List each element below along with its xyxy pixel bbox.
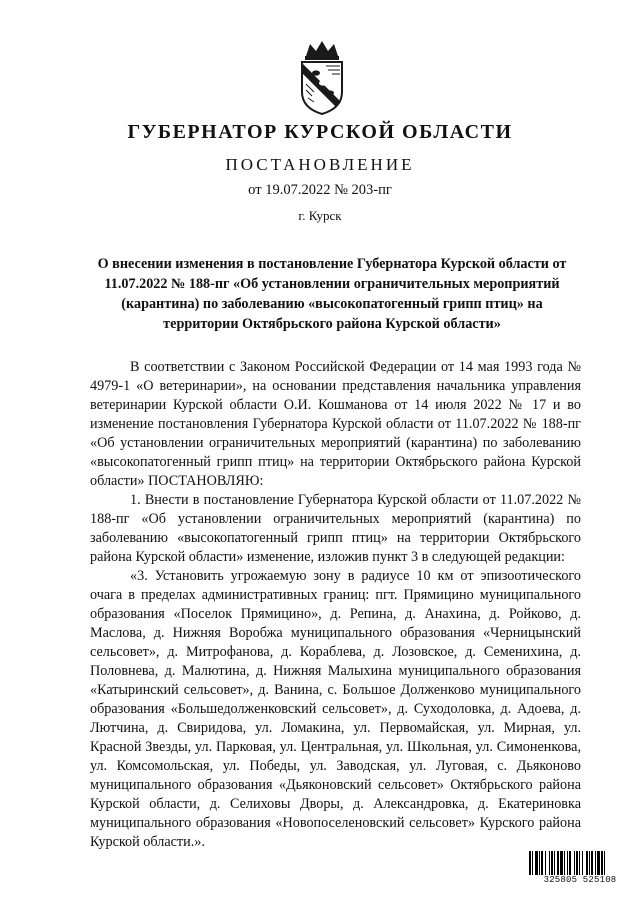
document-type: ПОСТАНОВЛЕНИЕ <box>225 155 415 174</box>
barcode <box>528 851 632 887</box>
preamble-paragraph: В соответствии с Законом Российской Федерации от 14 мая 1993 года № 4979-1 «О ветеринарии», на основании представления начальника управления ветеринарии Курской области О.И. Кошманова от 14 июля 2022 № 17 и во изменение постановления Губернатора Курской области от 11.07.2022 № 188-пг «Об установлении ограничительных мероприятий (карантина) по заболеванию «высокопатогенный грипп птиц» на территории Октябрьского района Курской области» ПОСТАНОВЛЯЮ: <box>90 359 581 489</box>
document-date-number: от 19.07.2022 № 203-пг <box>248 182 392 198</box>
issuing-authority: ГУБЕРНАТОР КУРСКОЙ ОБЛАСТИ <box>127 121 513 143</box>
clause-1-paragraph: 1. Внести в постановление Губернатора Курской области от 11.07.2022 № 188-пг «Об установлении ограничительных мероприятий (карантина) по заболеванию «высокопатогенный грипп птиц» на территории Октябрьского района Курской области» изменение, изложив пункт 3 в следующей редакции: <box>90 492 581 565</box>
barcode-icon <box>528 851 632 875</box>
document-place: г. Курск <box>298 208 342 223</box>
document-body <box>90 358 581 852</box>
document-heading: О внесении изменения в постановление Губернатора Курской области от 11.07.2022 № 188-пг «Об установлении ограничительных мероприятий (карантина) по заболеванию «высокопатогенный грипп птиц» на территории Октябрьского района Курской области» <box>97 256 567 332</box>
coat-of-arms-icon <box>296 40 348 116</box>
barcode-number: 325805 525108 <box>543 875 617 885</box>
clause-3-amendment-paragraph: «3. Установить угрожаемую зону в радиусе 10 км от эпизоотического очага в пределах административных границ: пгт. Прямицино муниципального образования «Поселок Прямицино», д. Репина, д. Анахина, д. Ройково, д. Маслова, д. Нижняя Воробжа муниципального образования «Черницынский сельсовет», д. Митрофанова, д. Кораблева, д. Лозовское, д. Семенихина, д. Половнева, д. Малютина, д. Нижняя Малыхина муниципального образования «Катыринский сельсовет», д. Ванина, с. Большое Долженково муниципального образования «Большедолженковский сельсовет», д. Суходоловка, д. Адоева, д. Лютчина, д. Свиридова, ул. Ломакина, ул. Первомайская, ул. Мирная, ул. Красной Звезды, ул. Парковая, ул. Центральная, ул. Школьная, ул. Симоненкова, ул. Комсомольская, ул. Победы, ул. Заводская, ул. Луговая, с. Дьяконово муниципального образования «Дьяконовский сельсовет» Октябрьского района Курской области, д. Селиховы Дворы, д. Александровка, д. Екатериновка муниципального образования «Новопоселеновский сельсовет» Курского района Курской области.». <box>90 568 581 850</box>
